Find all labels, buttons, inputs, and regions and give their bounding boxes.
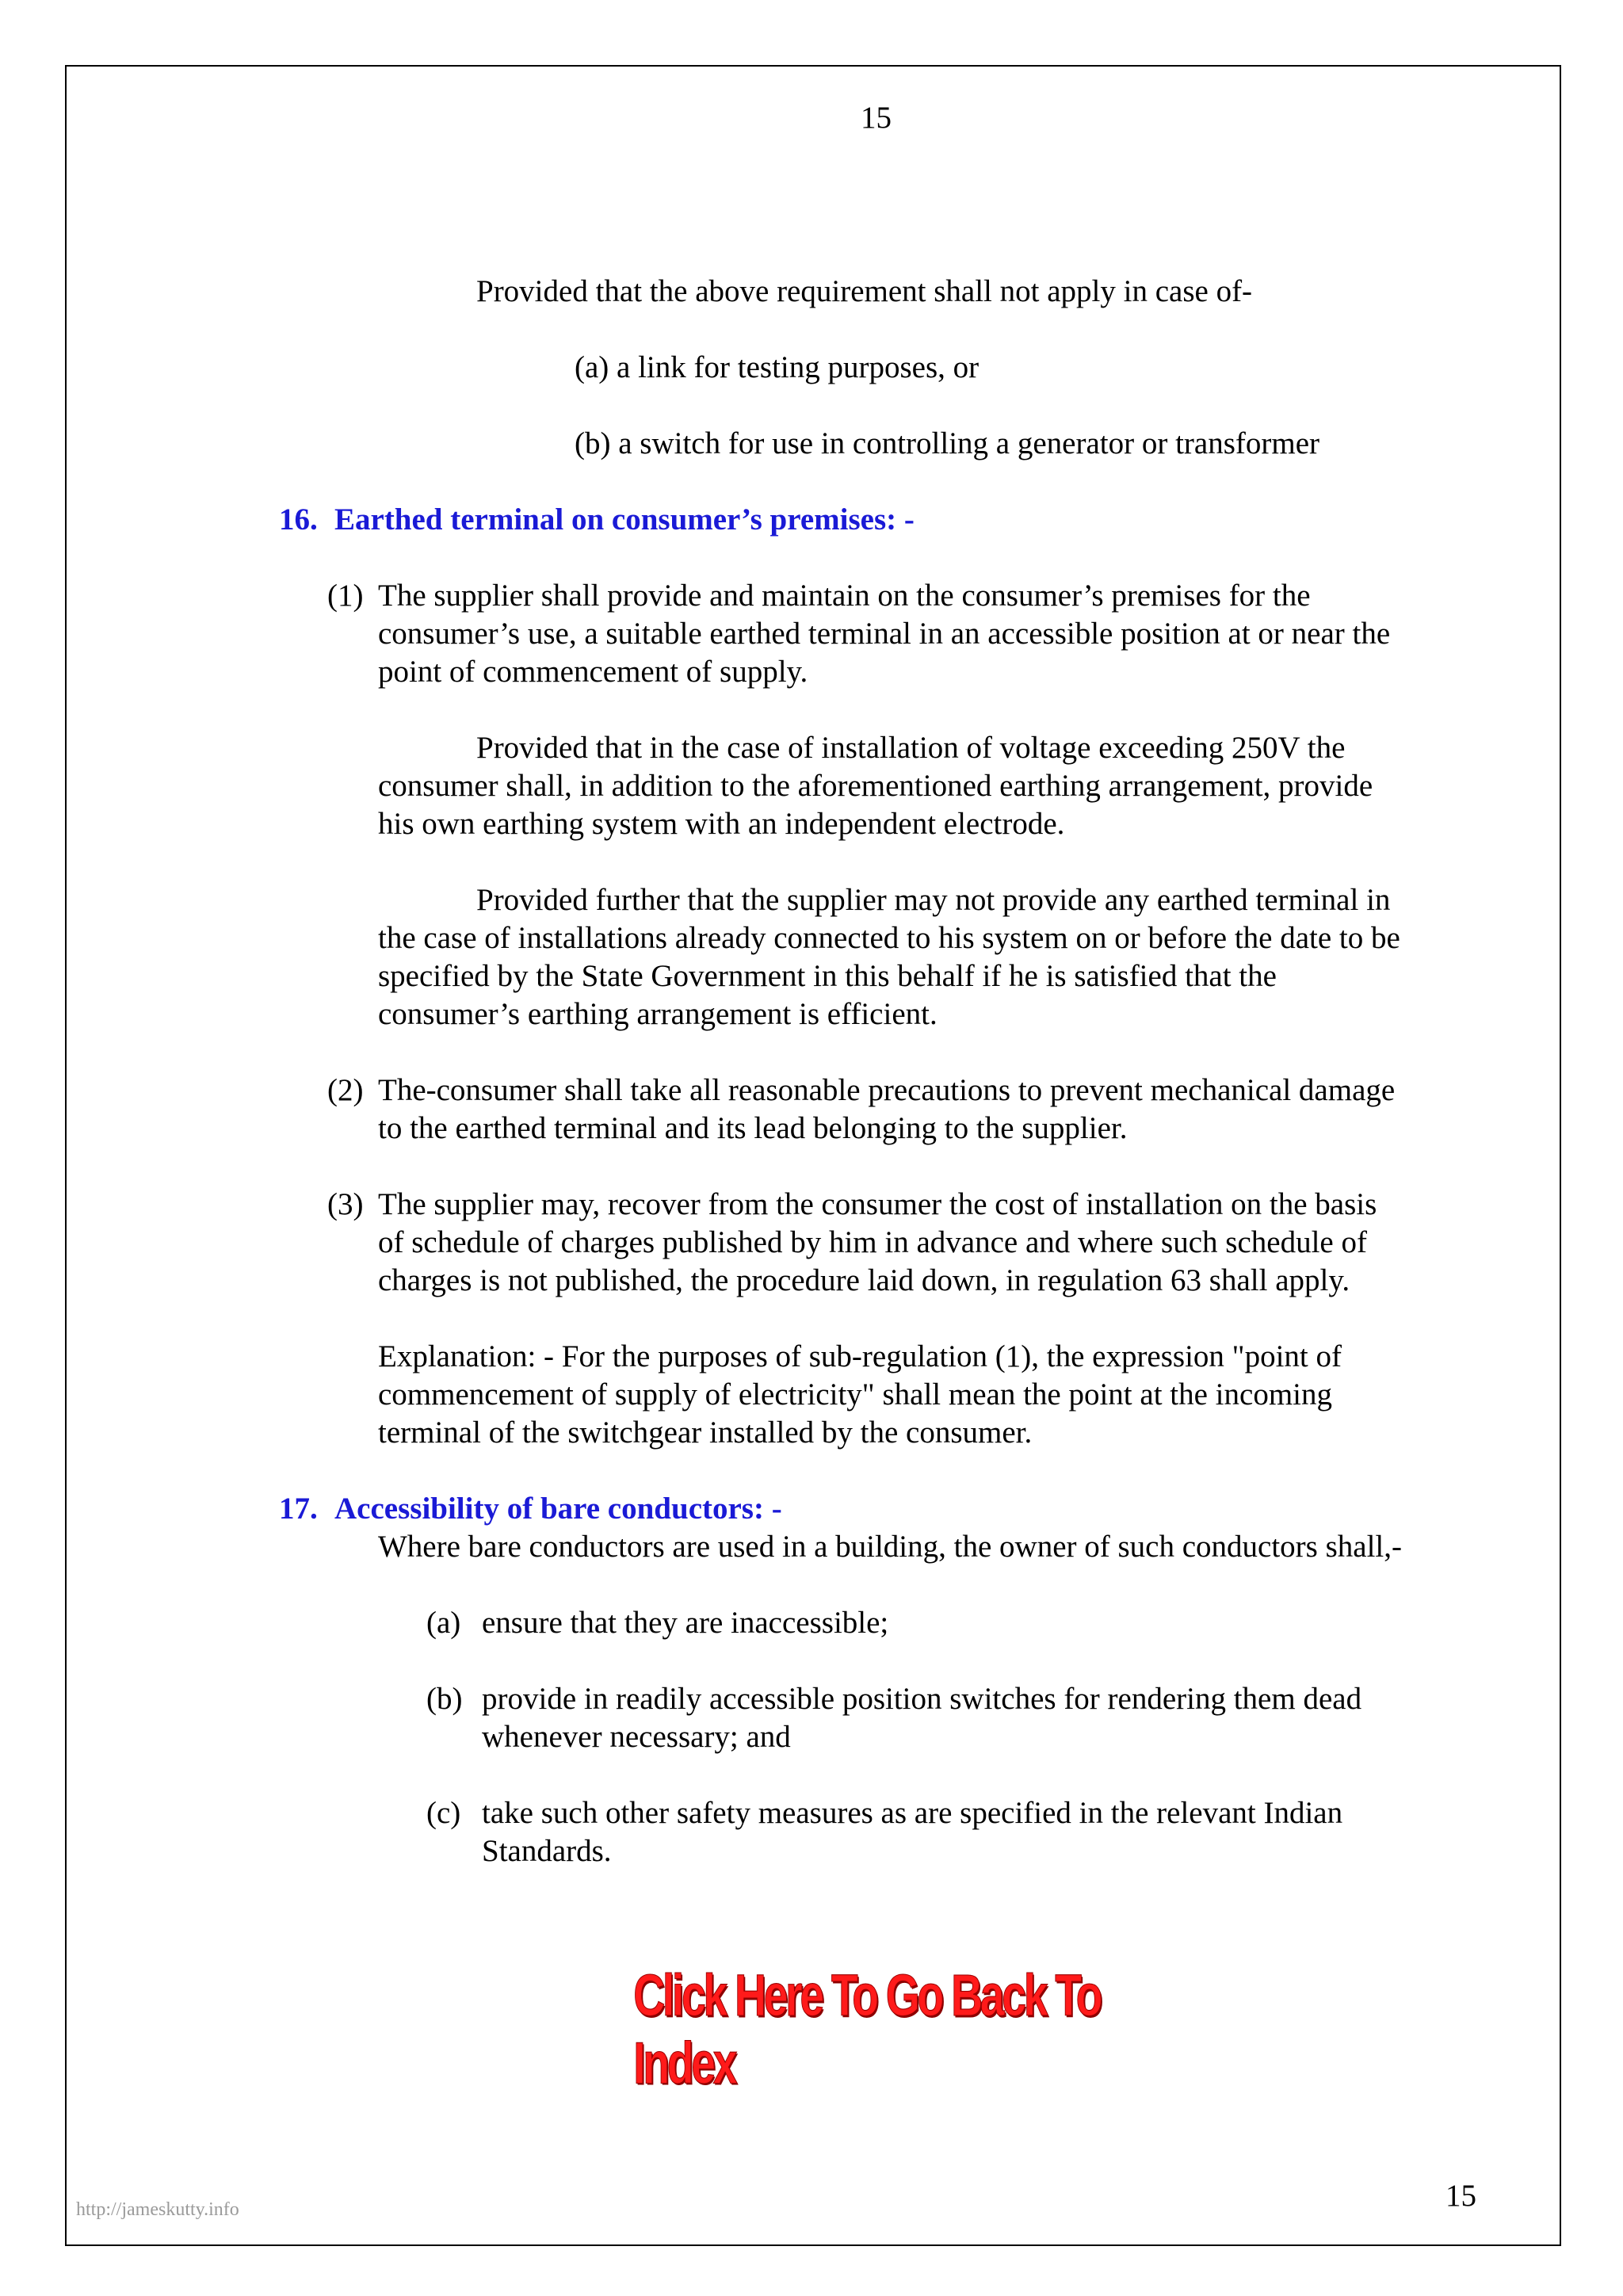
- explanation-line-3: terminal of the switchgear installed by the consumer.: [378, 1415, 1033, 1450]
- explanation-line-2: commencement of supply of electricity" shall mean the point at the incoming: [378, 1377, 1332, 1412]
- sub-3-line-3: charges is not published, the procedure laid down, in regulation 63 shall apply.: [378, 1263, 1350, 1297]
- sub-3-number: (3): [327, 1187, 364, 1221]
- item-b-line-1: provide in readily accessible position switches for rendering them dead: [482, 1682, 1362, 1716]
- sub-2-number: (2): [327, 1073, 364, 1107]
- item-c-line-1: take such other safety measures as are specified in the relevant Indian: [482, 1796, 1343, 1830]
- sub-2-line-2: to the earthed terminal and its lead belonging to the supplier.: [378, 1111, 1128, 1145]
- item-a-number: (a): [426, 1606, 461, 1640]
- section-17-number: 17.: [279, 1492, 318, 1526]
- item-c-number: (c): [426, 1796, 461, 1830]
- item-b-line-2: whenever necessary; and: [482, 1720, 791, 1754]
- sub-1-proviso-2-line-1: Provided further that the supplier may not provide any earthed terminal in: [476, 883, 1391, 917]
- sub-1-proviso-1-line-3: his own earthing system with an independent electrode.: [378, 807, 1065, 841]
- sub-1-proviso-1-line-2: consumer shall, in addition to the aforementioned earthing arrangement, provide: [378, 769, 1373, 803]
- sub-1-proviso-2-line-3: specified by the State Government in this behalf if he is satisfied that the: [378, 959, 1277, 993]
- section-16-number: 16.: [279, 502, 318, 537]
- sub-1-line-3: point of commencement of supply.: [378, 655, 808, 689]
- sub-1-proviso-2-line-4: consumer’s earthing arrangement is efficient.: [378, 997, 938, 1031]
- item-c-line-2: Standards.: [482, 1834, 612, 1868]
- section-17-intro: Where bare conductors are used in a building, the owner of such conductors shall,-: [378, 1530, 1402, 1564]
- section-16-heading: Earthed terminal on consumer’s premises: -: [334, 502, 915, 537]
- sub-1-number: (1): [327, 579, 364, 613]
- page-border: [65, 65, 1561, 2246]
- page-number-top: 15: [861, 101, 892, 135]
- page-number-bottom: 15: [1445, 2179, 1476, 2213]
- sub-1-proviso-1-line-1: Provided that in the case of installation of voltage exceeding 250V the: [476, 731, 1346, 765]
- sub-3-line-1: The supplier may, recover from the consumer the cost of installation on the basis: [378, 1187, 1377, 1221]
- back-to-index-label: Click Here To Go Back To Index: [633, 1962, 1101, 2095]
- sub-3-line-2: of schedule of charges published by him in advance and where such schedule of: [378, 1225, 1367, 1259]
- item-a-line-1: ensure that they are inaccessible;: [482, 1606, 889, 1640]
- explanation-line-1: Explanation: - For the purposes of sub-regulation (1), the expression "point of: [378, 1339, 1342, 1373]
- list-item-b: (b) a switch for use in controlling a generator or transformer: [575, 426, 1319, 460]
- sub-2-line-1: The-consumer shall take all reasonable precautions to prevent mechanical damage: [378, 1073, 1396, 1107]
- sub-1-line-2: consumer’s use, a suitable earthed terminal in an accessible position at or near the: [378, 617, 1391, 651]
- item-b-number: (b): [426, 1682, 463, 1716]
- list-item-a: (a) a link for testing purposes, or: [575, 350, 980, 384]
- sub-1-proviso-2-line-2: the case of installations already connected to his system on or before the date to be: [378, 921, 1400, 955]
- back-to-index-link[interactable]: [586, 1962, 1173, 2095]
- proviso-text: Provided that the above requirement shall not apply in case of-: [476, 274, 1253, 308]
- section-17-heading: Accessibility of bare conductors: -: [334, 1492, 782, 1526]
- sub-1-line-1: The supplier shall provide and maintain on the consumer’s premises for the: [378, 579, 1311, 613]
- footer-url: http://jameskutty.info: [76, 2199, 239, 2220]
